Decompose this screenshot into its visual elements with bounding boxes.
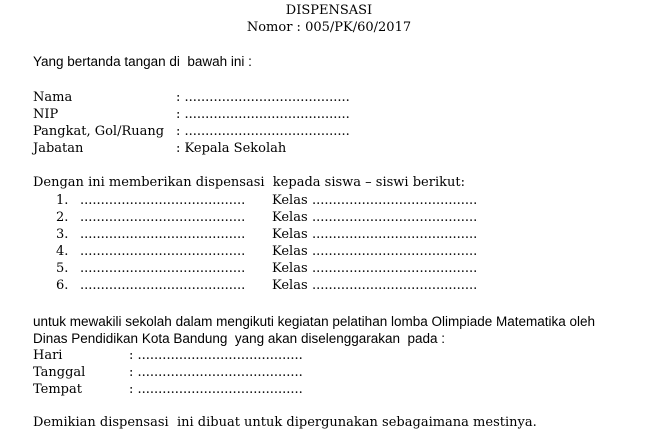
closing-text: Demikian dispensasi ini dibuat untuk dipergunakan sebagaimana mestinya. [33,415,537,430]
intro-text: Yang bertanda tangan di bawah ini : [33,54,252,69]
student-kelas-label: Kelas [272,193,308,208]
student-kelas-label: Kelas [272,278,308,293]
purpose-line-1: untuk mewakili sekolah dalam mengikuti kegiatan pelatihan lomba Olimpiade Matematika oleh [33,314,596,329]
student-number: 2. [56,210,69,225]
signer-name-label: Nama [33,90,73,105]
student-name: ........................................ [80,244,246,259]
document-title: DISPENSASI [285,3,373,18]
event-day-value: : ........................................ [129,348,303,363]
student-name: ........................................ [80,261,246,276]
student-kelas-value: ........................................ [312,278,478,293]
student-kelas-value: ........................................ [312,244,478,259]
student-name: ........................................ [80,193,246,208]
student-kelas-label: Kelas [272,210,308,225]
purpose-line-2: Dinas Pendidikan Kota Bandung yang akan diselenggarakan pada : [33,331,446,346]
signer-rank-value: : ........................................ [176,124,350,139]
event-date-label: Tanggal [33,365,86,380]
event-place-value: : ........................................ [129,382,303,397]
signer-position-value: : Kepala Sekolah [176,141,287,156]
student-kelas-label: Kelas [272,227,308,242]
student-kelas-value: ........................................ [312,193,478,208]
event-day-label: Hari [33,348,63,363]
signer-nip-value: : ........................................ [176,107,350,122]
document-number: Nomor : 005/PK/60/2017 [246,20,412,35]
student-kelas-value: ........................................ [312,210,478,225]
student-kelas-label: Kelas [272,244,308,259]
student-name: ........................................ [80,278,246,293]
student-number: 1. [56,193,69,208]
student-kelas-value: ........................................ [312,227,478,242]
signer-name-value: : ........................................ [176,90,350,105]
signer-position-label: Jabatan [33,141,84,156]
student-number: 4. [56,244,69,259]
event-date-value: : ........................................ [129,365,303,380]
grant-text: Dengan ini memberikan dispensasi kepada siswa – siswi berikut: [33,175,465,190]
student-number: 5. [56,261,69,276]
signer-nip-label: NIP [33,107,59,122]
student-number: 6. [56,278,69,293]
student-name: ........................................ [80,210,246,225]
student-number: 3. [56,227,69,242]
student-name: ........................................ [80,227,246,242]
student-kelas-label: Kelas [272,261,308,276]
student-kelas-value: ........................................ [312,261,478,276]
signer-rank-label: Pangkat, Gol/Ruang [33,124,165,139]
event-place-label: Tempat [33,382,82,397]
